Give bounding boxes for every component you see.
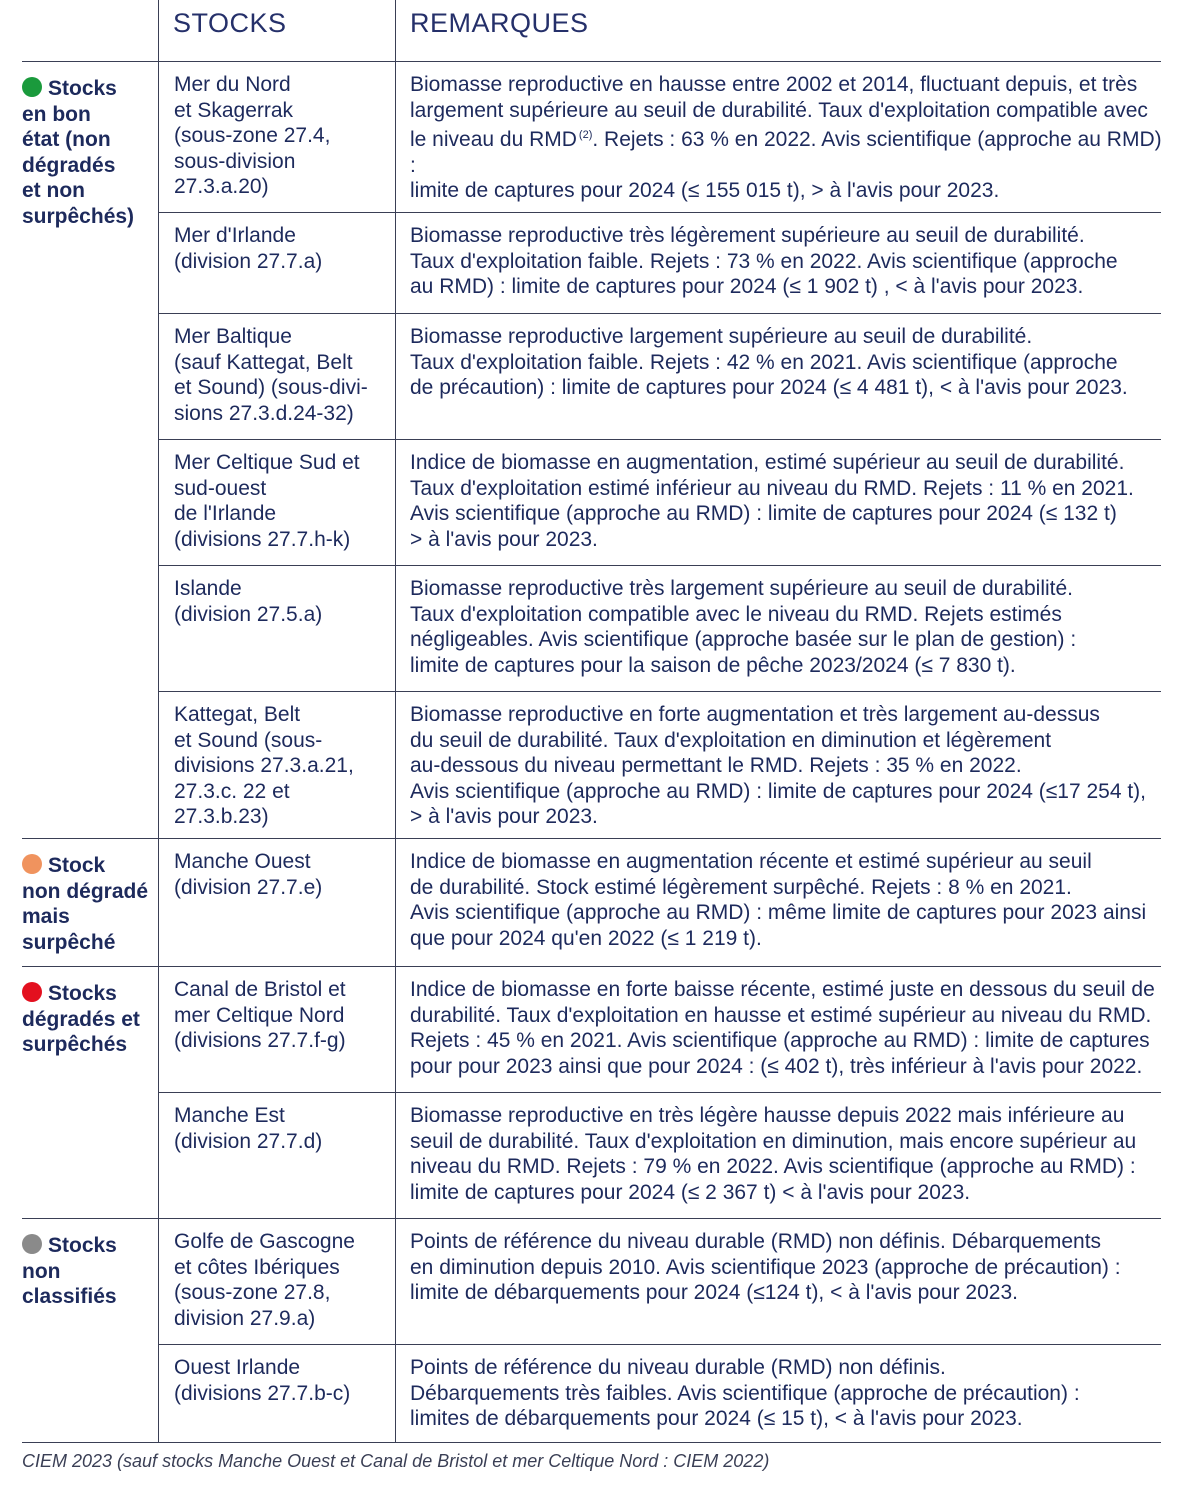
source-note: CIEM 2023 (sauf stocks Manche Ouest et Canal de Bristol et mer Celtique Nord : CIEM 2022)	[22, 1451, 770, 1471]
stock-remark: Biomasse reproductive très largement supérieure au seuil de durabilité. Taux d'exploitation compatible avec le niveau du RMD. Rejets estimés négligeables. Avis scientifique (approche basée sur le plan de gestion) : limite de captures pour la saison de pêche 2023/2024 (≤ 7 830 t).	[410, 577, 1077, 677]
table-row	[158, 62, 1161, 213]
stock-remark: Biomasse reproductive très légèrement supérieure au seuil de durabilité. Taux d'exploitation faible. Rejets : 73 % en 2022. Avis scientifique (approche au RMD) : limite de captures pour 2024 (≤ 1 902 t) , < à l'avis pour 2023.	[410, 224, 1118, 299]
category-label	[22, 1233, 154, 1310]
remark-text: . Rejets : 63 % en 2022. Avis scientifique (approche au RMD) : limite de captures pour 2024 (≤ 155 015 t), > à l'avis pour 2023.	[410, 128, 1162, 203]
category-label	[22, 76, 154, 230]
table-row	[158, 1345, 1161, 1442]
stock-name: Golfe de Gascogne et côtes Ibériques (sous-zone 27.8, division 27.9.a)	[174, 1230, 355, 1330]
stock-name: Mer du Nord et Skagerrak (sous-zone 27.4, sous-division 27.3.a.20)	[174, 73, 331, 199]
remark-text: Biomasse reproductive en hausse entre 2002 et 2014, fluctuant depuis, et très largement supérieure au seuil de durabilité. Taux d'exploitation compatible avec le niveau du RMD	[410, 73, 1148, 152]
category-text: Stock non dégradé mais surpêché	[22, 854, 149, 954]
table-row	[158, 314, 1161, 440]
status-dot-green-icon	[22, 77, 42, 97]
footnote-ref: (2)	[578, 129, 593, 142]
category-text: Stocks non classifiés	[22, 1234, 117, 1309]
category-group	[22, 62, 1161, 839]
stock-name: Mer Celtique Sud et sud-ouest de l'Irlande (divisions 27.7.h-k)	[174, 451, 360, 551]
category-group	[22, 1219, 1161, 1443]
stock-remark: Biomasse reproductive en très légère hausse depuis 2022 mais inférieure au seuil de durabilité. Taux d'exploitation en diminution, mais encore supérieur au niveau du RMD. Rejets : 79 % en 2022. Avis scientifique (approche au RMD) : limite de captures pour 2024 (≤ 2 367 t) < à l'avis pour 2023.	[410, 1104, 1137, 1204]
table-row	[158, 839, 1161, 966]
stock-remark: Biomasse reproductive largement supérieure au seuil de durabilité. Taux d'exploitation faible. Rejets : 42 % en 2021. Avis scientifique (approche de précaution) : limite de captures pour 2024 (≤ 4 481 t), < à l'avis pour 2023.	[410, 325, 1128, 400]
stock-name: Islande (division 27.5.a)	[174, 577, 323, 626]
category-label	[22, 853, 154, 955]
stock-name: Canal de Bristol et mer Celtique Nord (divisions 27.7.f-g)	[174, 978, 346, 1053]
stock-name: Manche Ouest (division 27.7.e)	[174, 850, 323, 899]
stock-remark	[410, 72, 1170, 204]
category-text: Stocks en bon état (non dégradés et non surpêchés)	[22, 77, 135, 228]
status-dot-grey-icon	[22, 1234, 42, 1254]
category-text: Stocks dégradés et surpêchés	[22, 982, 140, 1057]
stocks-table-page	[22, 0, 1162, 1471]
stock-remark: Indice de biomasse en augmentation, estimé supérieur au seuil de durabilité. Taux d'exploitation estimé inférieur au niveau du RMD. Rejets : 11 % en 2021. Avis scientifique (approche au RMD) : limite de captures pour 2024 (≤ 132 t) > à l'avis pour 2023.	[410, 451, 1134, 551]
status-dot-orange-icon	[22, 854, 42, 874]
category-label	[22, 981, 154, 1058]
stock-name: Mer Baltique (sauf Kattegat, Belt et Sound) (sous-divi- sions 27.3.d.24-32)	[174, 325, 368, 425]
table-header	[22, 0, 1161, 62]
table-row	[158, 566, 1161, 692]
header-remarks: REMARQUES	[410, 8, 589, 38]
header-stocks: STOCKS	[173, 8, 287, 38]
stock-name: Ouest Irlande (divisions 27.7.b-c)	[174, 1356, 351, 1405]
stock-remark: Indice de biomasse en forte baisse récente, estimé juste en dessous du seuil de durabilité. Taux d'exploitation en hausse et estimé supérieur au niveau du RMD. Rejets : 45 % en 2021. Avis scientifique (approche au RMD) : limite de captures pour pour 2023 ainsi que pour 2024 : (≤ 402 t), très inférieur à l'avis pour 2022.	[410, 978, 1155, 1078]
stocks-table	[22, 0, 1161, 1443]
stock-name: Mer d'Irlande (division 27.7.a)	[174, 224, 323, 273]
table-row	[158, 1219, 1161, 1345]
table-row	[158, 967, 1161, 1093]
stock-remark: Biomasse reproductive en forte augmentation et très largement au-dessus du seuil de durabilité. Taux d'exploitation en diminution et légèrement au-dessous du niveau permettant le RMD. Rejets : 35 % en 2022. Avis scientifique (approche au RMD) : limite de captures pour 2024 (≤17 254 t), > à l'avis pour 2023.	[410, 703, 1147, 829]
stock-remark: Points de référence du niveau durable (RMD) non définis. Débarquements très faibles. Avis scientifique (approche de précaution) : limites de débarquements pour 2024 (≤ 15 t), < à l'avis pour 2023.	[410, 1356, 1080, 1431]
stock-name: Manche Est (division 27.7.d)	[174, 1104, 323, 1153]
stock-remark: Points de référence du niveau durable (RMD) non définis. Débarquements en diminution depuis 2010. Avis scientifique 2023 (approche de précaution) : limite de débarquements pour 2024 (≤124 t), < à l'avis pour 2023.	[410, 1230, 1121, 1305]
stock-remark: Indice de biomasse en augmentation récente et estimé supérieur au seuil de durabilité. Stock estimé légèrement surpêché. Rejets : 8 % en 2021. Avis scientifique (approche au RMD) : même limite de captures pour 2023 ainsi que pour 2024 qu'en 2022 (≤ 1 219 t).	[410, 850, 1147, 950]
stock-name: Kattegat, Belt et Sound (sous- divisions 27.3.a.21, 27.3.c. 22 et 27.3.b.23)	[174, 703, 354, 829]
table-row	[158, 1093, 1161, 1218]
table-row	[158, 213, 1161, 314]
status-dot-red-icon	[22, 982, 42, 1002]
category-group	[22, 967, 1161, 1219]
category-group	[22, 839, 1161, 967]
table-row	[158, 440, 1161, 566]
table-row	[158, 692, 1161, 842]
